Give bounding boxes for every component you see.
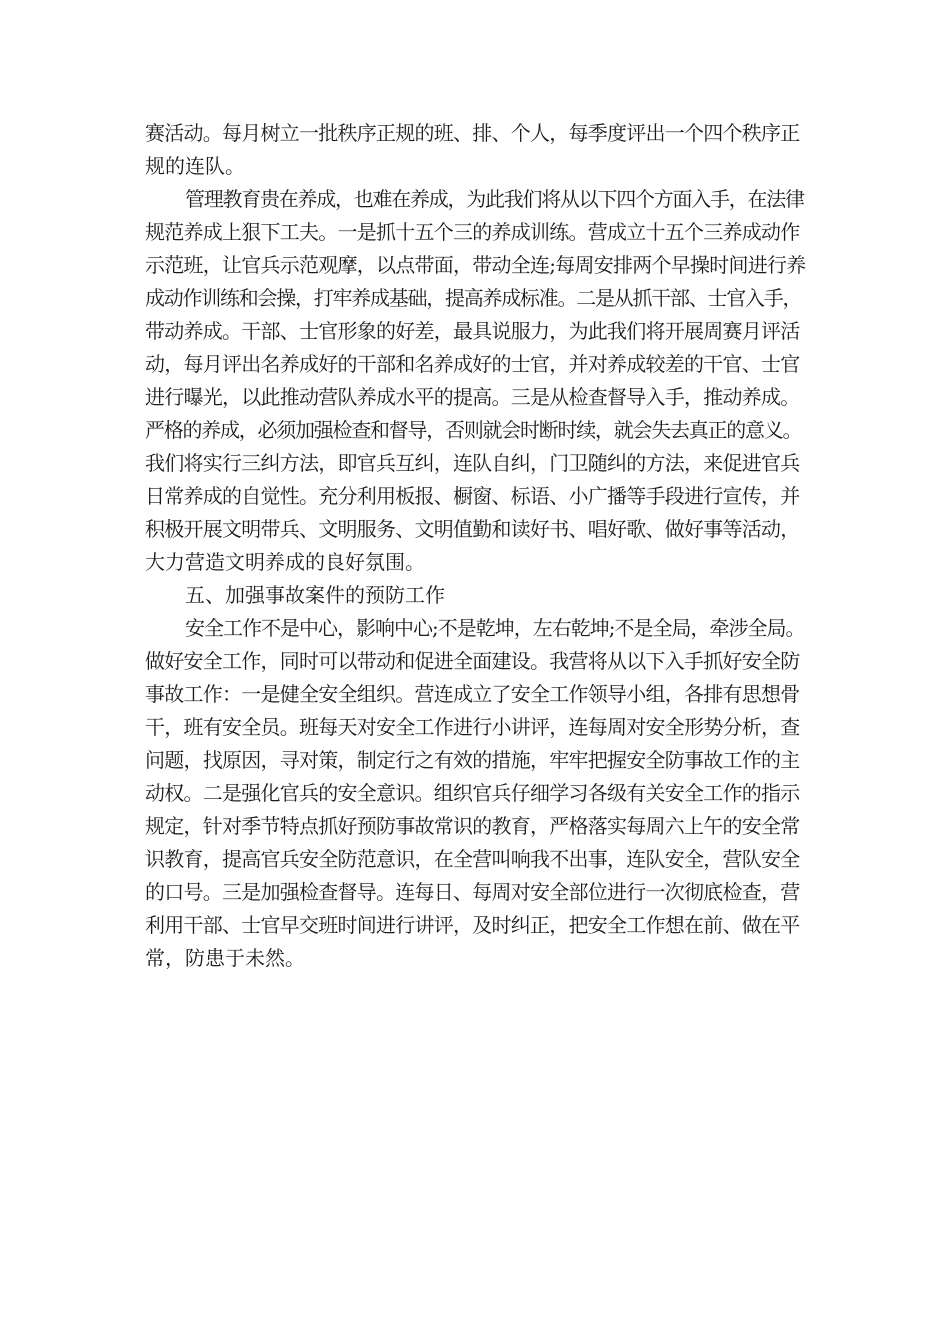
text-line: 安全工作不是中心，影响中心;不是乾坤，左右乾坤;不是全局，牵涉全局。 — [185, 616, 805, 640]
text-line: 进行曝光，以此推动营队养成水平的提高。三是从检查督导入手，推动养成。 — [145, 385, 800, 409]
text-line: 带动养成。干部、士官形象的好差，最具说服力，为此我们将开展周赛月评活 — [145, 319, 800, 343]
text-line: 管理教育贵在养成，也难在养成，为此我们将从以下四个方面入手，在法律 — [185, 187, 804, 211]
text-line: 的口号。三是加强检查督导。连每日、每周对安全部位进行一次彻底检查，营 — [145, 880, 800, 904]
text-line: 积极开展文明带兵、文明服务、文明值勤和读好书、唱好歌、做好事等活动， — [145, 517, 800, 541]
text-line: 赛活动。每月树立一批秩序正规的班、排、个人，每季度评出一个四个秩序正 — [145, 121, 800, 145]
text-line: 规范养成上狠下工夫。一是抓十五个三的养成训练。营成立十五个三养成动作 — [145, 220, 800, 244]
text-line: 常，防患于未然。 — [145, 946, 305, 970]
paragraph-safety-work — [145, 612, 805, 975]
text-line: 干，班有安全员。班每天对安全工作进行小讲评，连每周对安全形势分析，查 — [145, 715, 800, 739]
document-body — [145, 117, 805, 975]
text-line: 利用干部、士官早交班时间进行讲评，及时纠正，把安全工作想在前、做在平 — [145, 913, 800, 937]
text-line: 成动作训练和会操，打牢养成基础，提高养成标准。二是从抓干部、士官入手， — [145, 286, 802, 310]
text-line: 问题，找原因，寻对策，制定行之有效的措施，牢牢把握安全防事故工作的主 — [145, 748, 800, 772]
text-line: 动，每月评出名养成好的干部和名养成好的士官，并对养成较差的干官、士官 — [145, 352, 800, 376]
text-line: 日常养成的自觉性。充分利用板报、橱窗、标语、小广播等手段进行宣传，并 — [145, 484, 800, 508]
text-line: 严格的养成，必须加强检查和督导，否则就会时断时续，就会失去真正的意义。 — [145, 418, 802, 442]
text-line: 规的连队。 — [145, 154, 245, 178]
text-line: 我们将实行三纠方法，即官兵互纠，连队自纠，门卫随纠的方法，来促进官兵 — [145, 451, 800, 475]
text-line: 示范班，让官兵示范观摩，以点带面，带动全连;每周安排两个早操时间进行养 — [145, 253, 806, 277]
text-line: 动权。二是强化官兵的安全意识。组织官兵仔细学习各级有关安全工作的指示 — [145, 781, 800, 805]
text-line: 大力营造文明养成的良好氛围。 — [145, 550, 425, 574]
section-heading — [145, 579, 805, 612]
text-line: 做好安全工作，同时可以带动和促进全面建设。我营将从以下入手抓好安全防 — [145, 649, 800, 673]
section-heading-text: 五、加强事故案件的预防工作 — [185, 583, 445, 607]
paragraph-habit-formation — [145, 183, 805, 579]
text-line: 规定，针对季节特点抓好预防事故常识的教育，严格落实每周六上午的安全常 — [145, 814, 800, 838]
text-line: 识教育，提高官兵安全防范意识，在全营叫响我不出事，连队安全，营队安全 — [145, 847, 800, 871]
text-line: 事故工作：一是健全安全组织。营连成立了安全工作领导小组，各排有思想骨 — [145, 682, 800, 706]
paragraph-continuation — [145, 117, 805, 183]
